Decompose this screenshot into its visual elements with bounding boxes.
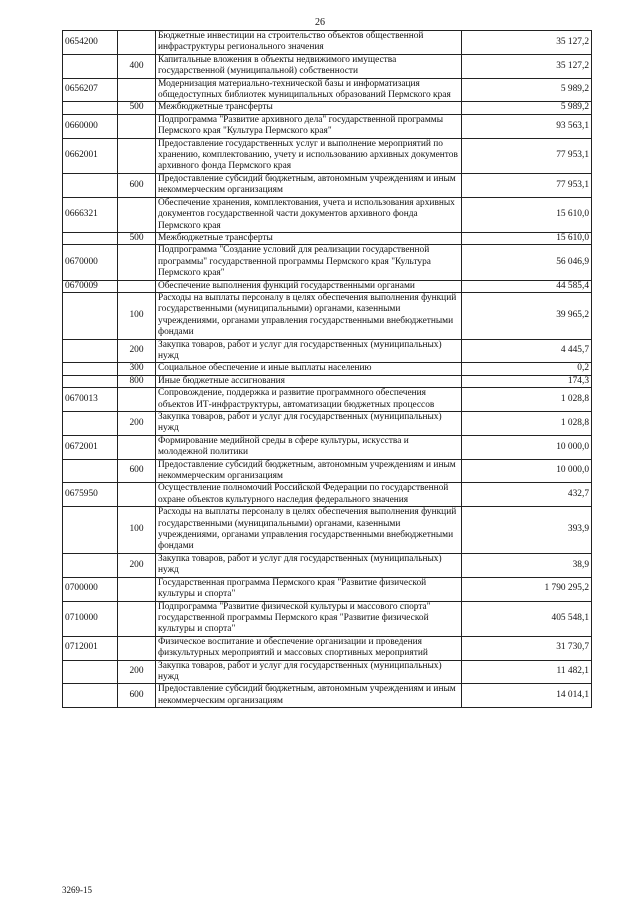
description-cell: Осуществление полномочий Российской Федерации по государственной охране объектов культурного наследия федерального значения bbox=[156, 483, 462, 507]
target-code-cell: 0670000 bbox=[63, 245, 118, 280]
description-cell: Закупка товаров, работ и услуг для государственных (муниципальных) нужд bbox=[156, 339, 462, 363]
description-cell: Социальное обеспечение и иные выплаты населению bbox=[156, 363, 462, 375]
table-row bbox=[63, 102, 592, 114]
description-cell: Предоставление субсидий бюджетным, автономным учреждениям и иным некоммерческим организациям bbox=[156, 684, 462, 708]
description-cell: Подпрограмма "Развитие архивного дела" государственной программы Пермского края "Культура Пермского края" bbox=[156, 114, 462, 138]
expense-type-cell bbox=[118, 245, 156, 280]
expense-type-cell bbox=[118, 636, 156, 660]
description-cell: Бюджетные инвестиции на строительство объектов общественной инфраструктуры регионального значения bbox=[156, 31, 462, 55]
description-cell: Закупка товаров, работ и услуг для государственных (муниципальных) нужд bbox=[156, 660, 462, 684]
expense-type-cell: 600 bbox=[118, 684, 156, 708]
page-number: 26 bbox=[315, 17, 325, 28]
table-row bbox=[63, 138, 592, 173]
table-row bbox=[63, 245, 592, 280]
expense-type-cell bbox=[118, 483, 156, 507]
amount-cell: 11 482,1 bbox=[462, 660, 592, 684]
table-row bbox=[63, 54, 592, 78]
target-code-cell bbox=[63, 339, 118, 363]
table-row bbox=[63, 197, 592, 232]
target-code-cell bbox=[63, 292, 118, 339]
target-code-cell: 0670013 bbox=[63, 388, 118, 412]
description-cell: Расходы на выплаты персоналу в целях обеспечения выполнения функций государственными (муниципальными) органами, казенными учреждениями, органами управления государственными внебюджетными фондами bbox=[156, 292, 462, 339]
amount-cell: 35 127,2 bbox=[462, 54, 592, 78]
description-cell: Межбюджетные трансферты bbox=[156, 232, 462, 244]
amount-cell: 35 127,2 bbox=[462, 31, 592, 55]
table-row bbox=[63, 280, 592, 292]
table-row bbox=[63, 114, 592, 138]
expense-type-cell bbox=[118, 197, 156, 232]
table-row bbox=[63, 388, 592, 412]
target-code-cell: 0666321 bbox=[63, 197, 118, 232]
target-code-cell: 0670009 bbox=[63, 280, 118, 292]
expense-type-cell bbox=[118, 577, 156, 601]
table-row bbox=[63, 292, 592, 339]
target-code-cell: 0656207 bbox=[63, 78, 118, 102]
target-code-cell bbox=[63, 412, 118, 436]
table-row bbox=[63, 31, 592, 55]
target-code-cell: 0654200 bbox=[63, 31, 118, 55]
amount-cell: 14 014,1 bbox=[462, 684, 592, 708]
amount-cell: 1 790 295,2 bbox=[462, 577, 592, 601]
table-row bbox=[63, 232, 592, 244]
document-code: 3269-15 bbox=[62, 885, 92, 895]
amount-cell: 0,2 bbox=[462, 363, 592, 375]
description-cell: Капитальные вложения в объекты недвижимого имущества государственной (муниципальной) собственности bbox=[156, 54, 462, 78]
amount-cell: 4 445,7 bbox=[462, 339, 592, 363]
expense-type-cell: 200 bbox=[118, 339, 156, 363]
amount-cell: 405 548,1 bbox=[462, 601, 592, 636]
amount-cell: 1 028,8 bbox=[462, 388, 592, 412]
expense-type-cell: 200 bbox=[118, 412, 156, 436]
amount-cell: 15 610,0 bbox=[462, 232, 592, 244]
expense-type-cell bbox=[118, 31, 156, 55]
target-code-cell bbox=[63, 375, 118, 387]
amount-cell: 56 046,9 bbox=[462, 245, 592, 280]
description-cell: Физическое воспитание и обеспечение организации и проведения физкультурных мероприятий и массовых спортивных мероприятий bbox=[156, 636, 462, 660]
description-cell: Межбюджетные трансферты bbox=[156, 102, 462, 114]
expense-type-cell: 400 bbox=[118, 54, 156, 78]
amount-cell: 174,3 bbox=[462, 375, 592, 387]
expense-type-cell bbox=[118, 435, 156, 459]
target-code-cell: 0710000 bbox=[63, 601, 118, 636]
description-cell: Обеспечение хранения, комплектования, учета и использования архивных документов государственной части документов архивного фонда Пермского края bbox=[156, 197, 462, 232]
amount-cell: 5 989,2 bbox=[462, 78, 592, 102]
amount-cell: 10 000,0 bbox=[462, 459, 592, 483]
table-row bbox=[63, 636, 592, 660]
budget-table bbox=[62, 30, 592, 708]
table-row bbox=[63, 339, 592, 363]
amount-cell: 10 000,0 bbox=[462, 435, 592, 459]
target-code-cell bbox=[63, 553, 118, 577]
description-cell: Формирование медийной среды в сфере культуры, искусства и молодежной политики bbox=[156, 435, 462, 459]
amount-cell: 93 563,1 bbox=[462, 114, 592, 138]
expense-type-cell: 800 bbox=[118, 375, 156, 387]
target-code-cell: 0662001 bbox=[63, 138, 118, 173]
amount-cell: 15 610,0 bbox=[462, 197, 592, 232]
table-row bbox=[63, 363, 592, 375]
target-code-cell bbox=[63, 507, 118, 554]
description-cell: Модернизация материально-технической базы и информатизация общедоступных библиотек муниципальных образований Пермского края bbox=[156, 78, 462, 102]
table-row bbox=[63, 435, 592, 459]
description-cell: Предоставление государственных услуг и выполнение мероприятий по хранению, комплектованию, учету и использованию архивных документов архивного фонда Пермского края bbox=[156, 138, 462, 173]
target-code-cell bbox=[63, 660, 118, 684]
expense-type-cell bbox=[118, 280, 156, 292]
expense-type-cell: 600 bbox=[118, 459, 156, 483]
table-row bbox=[63, 78, 592, 102]
target-code-cell bbox=[63, 363, 118, 375]
table-row bbox=[63, 412, 592, 436]
description-cell: Закупка товаров, работ и услуг для государственных (муниципальных) нужд bbox=[156, 553, 462, 577]
table-row bbox=[63, 601, 592, 636]
expense-type-cell bbox=[118, 114, 156, 138]
table-row bbox=[63, 483, 592, 507]
table-row bbox=[63, 507, 592, 554]
table-row bbox=[63, 375, 592, 387]
target-code-cell bbox=[63, 173, 118, 197]
amount-cell: 31 730,7 bbox=[462, 636, 592, 660]
expense-type-cell: 500 bbox=[118, 232, 156, 244]
target-code-cell: 0672001 bbox=[63, 435, 118, 459]
amount-cell: 432,7 bbox=[462, 483, 592, 507]
amount-cell: 393,9 bbox=[462, 507, 592, 554]
table-row bbox=[63, 173, 592, 197]
amount-cell: 1 028,8 bbox=[462, 412, 592, 436]
amount-cell: 39 965,2 bbox=[462, 292, 592, 339]
expense-type-cell bbox=[118, 78, 156, 102]
description-cell: Сопровождение, поддержка и развитие программного обеспечения объектов ИТ-инфраструктуры, автоматизации бюджетных процессов bbox=[156, 388, 462, 412]
description-cell: Расходы на выплаты персоналу в целях обеспечения выполнения функций государственными (муниципальными) органами, казенными учреждениями, органами управления государственными внебюджетными фондами bbox=[156, 507, 462, 554]
amount-cell: 77 953,1 bbox=[462, 138, 592, 173]
target-code-cell: 0660000 bbox=[63, 114, 118, 138]
expense-type-cell bbox=[118, 388, 156, 412]
amount-cell: 44 585,4 bbox=[462, 280, 592, 292]
target-code-cell bbox=[63, 684, 118, 708]
budget-table-body bbox=[63, 31, 592, 708]
description-cell: Государственная программа Пермского края "Развитие физической культуры и спорта" bbox=[156, 577, 462, 601]
table-row bbox=[63, 577, 592, 601]
table-row bbox=[63, 459, 592, 483]
description-cell: Предоставление субсидий бюджетным, автономным учреждениям и иным некоммерческим организациям bbox=[156, 173, 462, 197]
amount-cell: 38,9 bbox=[462, 553, 592, 577]
description-cell: Подпрограмма "Создание условий для реализации государственной программы" государственной программы Пермского края "Культура Пермского края" bbox=[156, 245, 462, 280]
table-row bbox=[63, 684, 592, 708]
description-cell: Закупка товаров, работ и услуг для государственных (муниципальных) нужд bbox=[156, 412, 462, 436]
target-code-cell bbox=[63, 54, 118, 78]
expense-type-cell: 100 bbox=[118, 292, 156, 339]
expense-type-cell: 200 bbox=[118, 660, 156, 684]
target-code-cell bbox=[63, 459, 118, 483]
expense-type-cell: 200 bbox=[118, 553, 156, 577]
target-code-cell: 0712001 bbox=[63, 636, 118, 660]
description-cell: Предоставление субсидий бюджетным, автономным учреждениям и иным некоммерческим организациям bbox=[156, 459, 462, 483]
description-cell: Иные бюджетные ассигнования bbox=[156, 375, 462, 387]
expense-type-cell: 600 bbox=[118, 173, 156, 197]
target-code-cell bbox=[63, 102, 118, 114]
target-code-cell: 0700000 bbox=[63, 577, 118, 601]
amount-cell: 5 989,2 bbox=[462, 102, 592, 114]
description-cell: Подпрограмма "Развитие физической культуры и массового спорта" государственной программы Пермского края "Развитие физической культуры и спорта" bbox=[156, 601, 462, 636]
expense-type-cell bbox=[118, 138, 156, 173]
amount-cell: 77 953,1 bbox=[462, 173, 592, 197]
target-code-cell: 0675950 bbox=[63, 483, 118, 507]
expense-type-cell bbox=[118, 601, 156, 636]
description-cell: Обеспечение выполнения функций государственными органами bbox=[156, 280, 462, 292]
expense-type-cell: 100 bbox=[118, 507, 156, 554]
expense-type-cell: 500 bbox=[118, 102, 156, 114]
table-row bbox=[63, 660, 592, 684]
target-code-cell bbox=[63, 232, 118, 244]
table-row bbox=[63, 553, 592, 577]
expense-type-cell: 300 bbox=[118, 363, 156, 375]
